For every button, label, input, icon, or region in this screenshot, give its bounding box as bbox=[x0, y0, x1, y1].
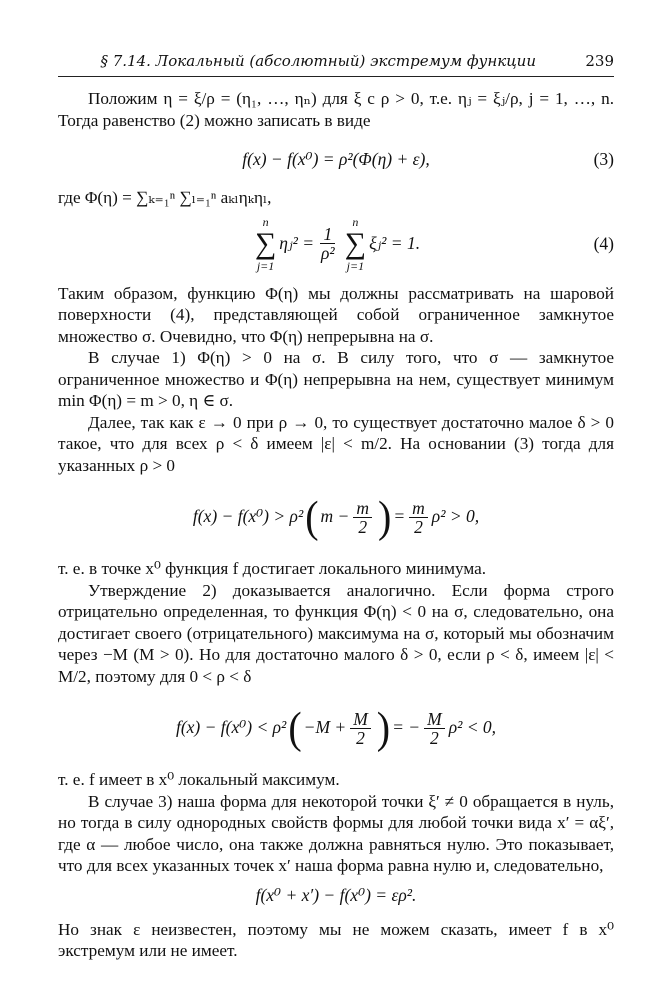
paragraph-10: Но знак ε неизвестен, поэтому мы не можем сказать, имеет f в x⁰ экстремум или не имеет. bbox=[58, 919, 614, 960]
paragraph-1: Положим η = ξ/ρ = (η₁, …, ηₙ) для ξ с ρ > 0, т.е. ηⱼ = ξⱼ/ρ, j = 1, …, n. Тогда равенство (2) можно записать в виде bbox=[58, 89, 614, 130]
paragraph-2: где Φ(η) = ∑ₖ₌₁ⁿ ∑ₗ₌₁ⁿ aₖₗηₖηₗ, bbox=[58, 188, 272, 207]
paragraph-8: т. е. f имеет в x⁰ локальный максимум. bbox=[58, 770, 340, 789]
equation-difference: f(x⁰ + x′) − f(x⁰) = ερ². bbox=[255, 884, 417, 905]
equation-4-right: ξⱼ² = 1. bbox=[369, 232, 421, 253]
fraction: $\frac{M}{2}$ bbox=[350, 710, 371, 747]
inequality-min: f(x) − f(x⁰) > ρ² ( m − $\frac{m}{2}$ ) = $\frac{m}{2}$ ρ² > 0, bbox=[192, 491, 480, 542]
paragraph-6: т. е. в точке x⁰ функция f достигает локального минимума. bbox=[58, 559, 486, 578]
equation-4-number: (4) bbox=[593, 232, 614, 253]
page-body bbox=[58, 88, 614, 962]
equation-3 bbox=[58, 145, 614, 173]
equation-3-number: (3) bbox=[593, 149, 614, 169]
paragraph-4: В случае 1) Φ(η) > 0 на σ. В силу того, что σ — замкнутое ограниченное множество и Φ(η) непрерывна на нем, существует минимум min Φ(η) = m > 0, η ∈ σ. bbox=[58, 348, 614, 410]
running-header bbox=[58, 52, 614, 77]
equation-4 bbox=[58, 213, 614, 275]
sum-symbol: n ∑ j=1 bbox=[344, 214, 367, 273]
paragraph-3: Таким образом, функцию Φ(η) мы должны рассматривать на шаровой поверхности (4), представляющей собой ограниченное замкнутое множество σ. Очевидно, что Φ(η) непрерывна на σ. bbox=[58, 283, 614, 346]
fraction: $\frac{M}{2}$ bbox=[424, 710, 445, 747]
inequality-max: f(x) − f(x⁰) < ρ² ( −M + $\frac{M}{2}$ ) = − $\frac{M}{2}$ ρ² < 0, bbox=[175, 702, 497, 753]
equation-4-left: ηⱼ² = bbox=[279, 232, 315, 253]
paragraph-7: Утверждение 2) доказывается аналогично. Если форма строго отрицательно определенная, то функция Φ(η) < 0 на σ, следовательно, она достигает своего (отрицательного) максимума на σ, который мы обозначим через −M (M > 0). Но для достаточно малого δ > 0, если ρ < δ, имеем |ε| < M/2, поэтому для 0 < ρ < δ bbox=[58, 580, 614, 686]
fraction: $\frac{m}{2}$ bbox=[353, 499, 372, 536]
page-number: 239 bbox=[585, 52, 614, 70]
fraction: $\frac{1}{\text{ρ²}}$ bbox=[321, 224, 335, 263]
section-title: § 7.14. Локальный (абсолютный) экстремум функции bbox=[100, 52, 536, 70]
equation-3-expr: f(x) − f(x⁰) = ρ²(Φ(η) + ε), bbox=[242, 149, 430, 169]
sum-symbol: n ∑ j=1 bbox=[254, 214, 277, 273]
paragraph-9: В случае 3) наша форма для некоторой точки ξ′ ≠ 0 обращается в нуль, но тогда в силу однородных свойств формы для любой точки вида x′ = αξ′, где α — любое число, она также должна равняться нулю. Это показывает, что для всех указанных точек x′ наша форма равна нулю и, следовательно, bbox=[58, 791, 614, 875]
fraction: $\frac{m}{2}$ bbox=[409, 499, 428, 536]
paragraph-5: Далее, так как ε → 0 при ρ → 0, то существует достаточно малое δ > 0 такое, что для всех ρ < δ имеем |ε| < m/2. На основании (3) тогда для указанных ρ > 0 bbox=[58, 412, 614, 475]
